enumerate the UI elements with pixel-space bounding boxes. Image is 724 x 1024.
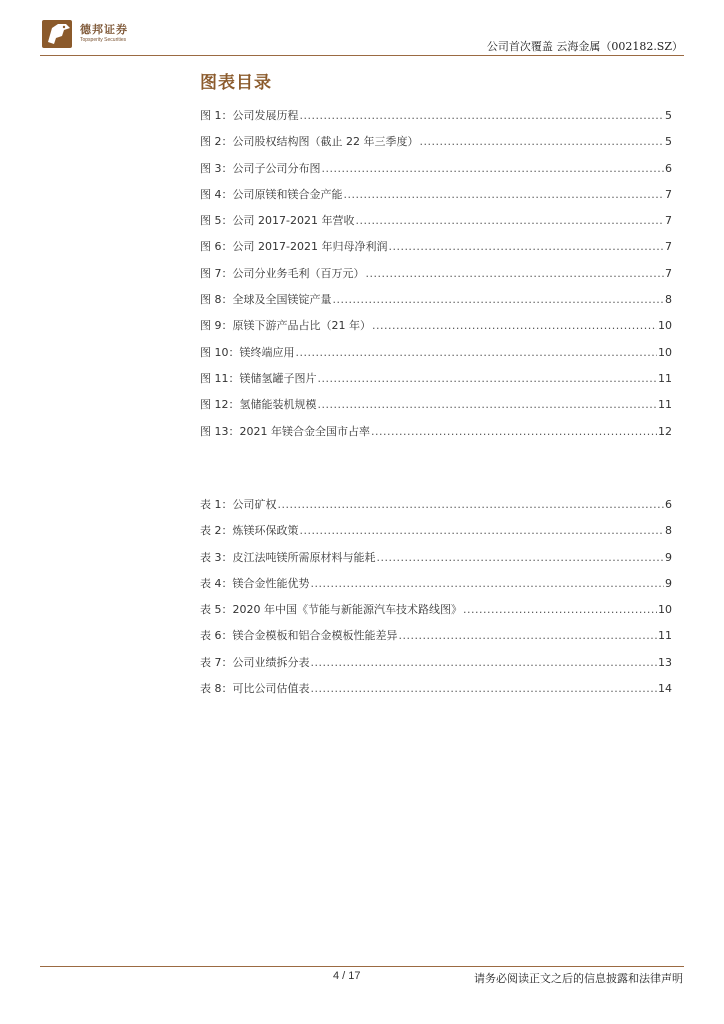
table-entry-label: 表 4：镁合金性能优势 xyxy=(200,576,310,590)
figure-entry-page: 10 xyxy=(658,345,672,359)
table-entry[interactable] xyxy=(200,522,672,548)
table-entry-page: 8 xyxy=(665,524,672,538)
figure-entry-page: 7 xyxy=(665,240,672,254)
table-entry-page: 11 xyxy=(658,629,672,643)
figure-entry[interactable] xyxy=(200,423,672,449)
figure-entry[interactable] xyxy=(200,317,672,343)
table-entry-page: 6 xyxy=(665,498,672,511)
figure-entry-label: 图 7：公司分业务毛利（百万元） xyxy=(200,266,365,280)
table-entry-label: 表 7：公司业绩拆分表 xyxy=(200,655,310,669)
figure-entry[interactable] xyxy=(200,212,672,238)
figure-entry-page: 7 xyxy=(665,187,672,201)
dot-leader xyxy=(399,629,658,642)
dot-leader xyxy=(333,293,665,306)
table-entry-label: 表 6：镁合金模板和铝合金模板性能差异 xyxy=(200,629,398,643)
logo-horse-icon xyxy=(40,16,76,50)
table-entry[interactable] xyxy=(200,654,672,680)
dot-leader xyxy=(372,319,657,332)
figure-list xyxy=(200,107,672,449)
company-name-en: Topsperity Securities xyxy=(80,37,127,43)
table-entry[interactable] xyxy=(200,680,672,706)
dot-leader xyxy=(463,603,657,616)
table-entry-page: 9 xyxy=(665,576,672,590)
figure-entry-label: 图 3：公司子公司分布图 xyxy=(200,161,321,175)
dot-leader xyxy=(388,240,664,253)
table-entry[interactable] xyxy=(200,601,672,627)
table-entry[interactable] xyxy=(200,575,672,601)
figure-entry-page: 10 xyxy=(658,319,672,333)
table-entry-label: 表 1：公司矿权 xyxy=(200,498,277,511)
dot-leader xyxy=(366,267,665,280)
table-entry-label: 表 2：炼镁环保政策 xyxy=(200,524,299,538)
dot-leader xyxy=(355,214,664,227)
header-divider xyxy=(40,55,684,56)
figure-entry-label: 图 6：公司 2017-2021 年归母净利润 xyxy=(200,240,388,254)
table-entry[interactable] xyxy=(200,549,672,575)
table-entry-label: 表 8：可比公司估值表 xyxy=(200,682,310,696)
table-entry-page: 13 xyxy=(658,655,672,669)
figure-entry-label: 图 13：2021 年镁合金全国市占率 xyxy=(200,424,370,438)
figure-entry-label: 图 2：公司股权结构图（截止 22 年三季度） xyxy=(200,135,419,149)
table-entry[interactable] xyxy=(200,627,672,653)
figure-entry[interactable] xyxy=(200,160,672,186)
figure-entry[interactable] xyxy=(200,133,672,159)
dot-leader xyxy=(318,372,658,385)
table-entry-page: 14 xyxy=(658,682,672,696)
figure-entry-page: 5 xyxy=(665,135,672,149)
figure-entry-page: 6 xyxy=(665,161,672,175)
figure-entry-label: 图 8：全球及全国镁锭产量 xyxy=(200,293,332,307)
dot-leader xyxy=(377,551,665,564)
dot-leader xyxy=(300,109,665,122)
legal-disclaimer: 请务必阅读正文之后的信息披露和法律声明 xyxy=(474,972,683,985)
figure-entry-label: 图 10：镁终端应用 xyxy=(200,345,295,359)
footer-divider xyxy=(40,966,684,967)
dot-leader xyxy=(318,398,658,411)
dot-leader xyxy=(300,524,665,537)
table-entry[interactable] xyxy=(200,496,672,522)
dot-leader xyxy=(311,656,658,669)
figure-entry[interactable] xyxy=(200,370,672,396)
company-name: 德邦证券 xyxy=(80,23,128,36)
dot-leader xyxy=(419,135,664,148)
dot-leader xyxy=(322,162,665,175)
figure-entry-page: 11 xyxy=(658,398,672,412)
figure-entry[interactable] xyxy=(200,186,672,212)
figure-entry-page: 11 xyxy=(658,371,672,385)
table-list xyxy=(200,496,672,706)
dot-leader xyxy=(311,577,665,590)
figure-entry-label: 图 5：公司 2017-2021 年营收 xyxy=(200,214,355,228)
figure-entry-page: 8 xyxy=(665,293,672,307)
figure-entry-page: 7 xyxy=(665,214,672,228)
figure-entry-page: 5 xyxy=(665,109,672,122)
figure-entry[interactable] xyxy=(200,344,672,370)
figure-entry[interactable] xyxy=(200,291,672,317)
table-entry-page: 10 xyxy=(658,603,672,617)
table-entry-label: 表 5：2020 年中国《节能与新能源汽车技术路线图》 xyxy=(200,603,462,617)
figure-entry-label: 图 11：镁储氢罐子图片 xyxy=(200,371,317,385)
figure-entry-page: 12 xyxy=(658,424,672,438)
figure-entry-label: 图 1：公司发展历程 xyxy=(200,109,299,122)
dot-leader xyxy=(311,682,658,695)
figure-entry-label: 图 9：原镁下游产品占比（21 年） xyxy=(200,319,371,333)
company-logo xyxy=(40,16,150,50)
figure-entry-page: 7 xyxy=(665,266,672,280)
toc-title: 图表目录 xyxy=(200,73,272,93)
figure-entry[interactable] xyxy=(200,396,672,422)
figure-entry-label: 图 4：公司原镁和镁合金产能 xyxy=(200,187,343,201)
figure-entry-label: 图 12：氢储能装机规模 xyxy=(200,398,317,412)
figure-entry[interactable] xyxy=(200,107,672,133)
dot-leader xyxy=(278,498,665,511)
report-header-info: 公司首次覆盖 云海金属（002182.SZ） xyxy=(486,40,683,53)
figure-entry[interactable] xyxy=(200,238,672,264)
dot-leader xyxy=(296,346,658,359)
table-entry-label: 表 3：皮江法吨镁所需原材料与能耗 xyxy=(200,550,376,564)
table-entry-page: 9 xyxy=(665,550,672,564)
figure-entry[interactable] xyxy=(200,265,672,291)
dot-leader xyxy=(344,188,665,201)
page-number: 4 / 17 xyxy=(333,970,361,982)
dot-leader xyxy=(371,425,657,438)
